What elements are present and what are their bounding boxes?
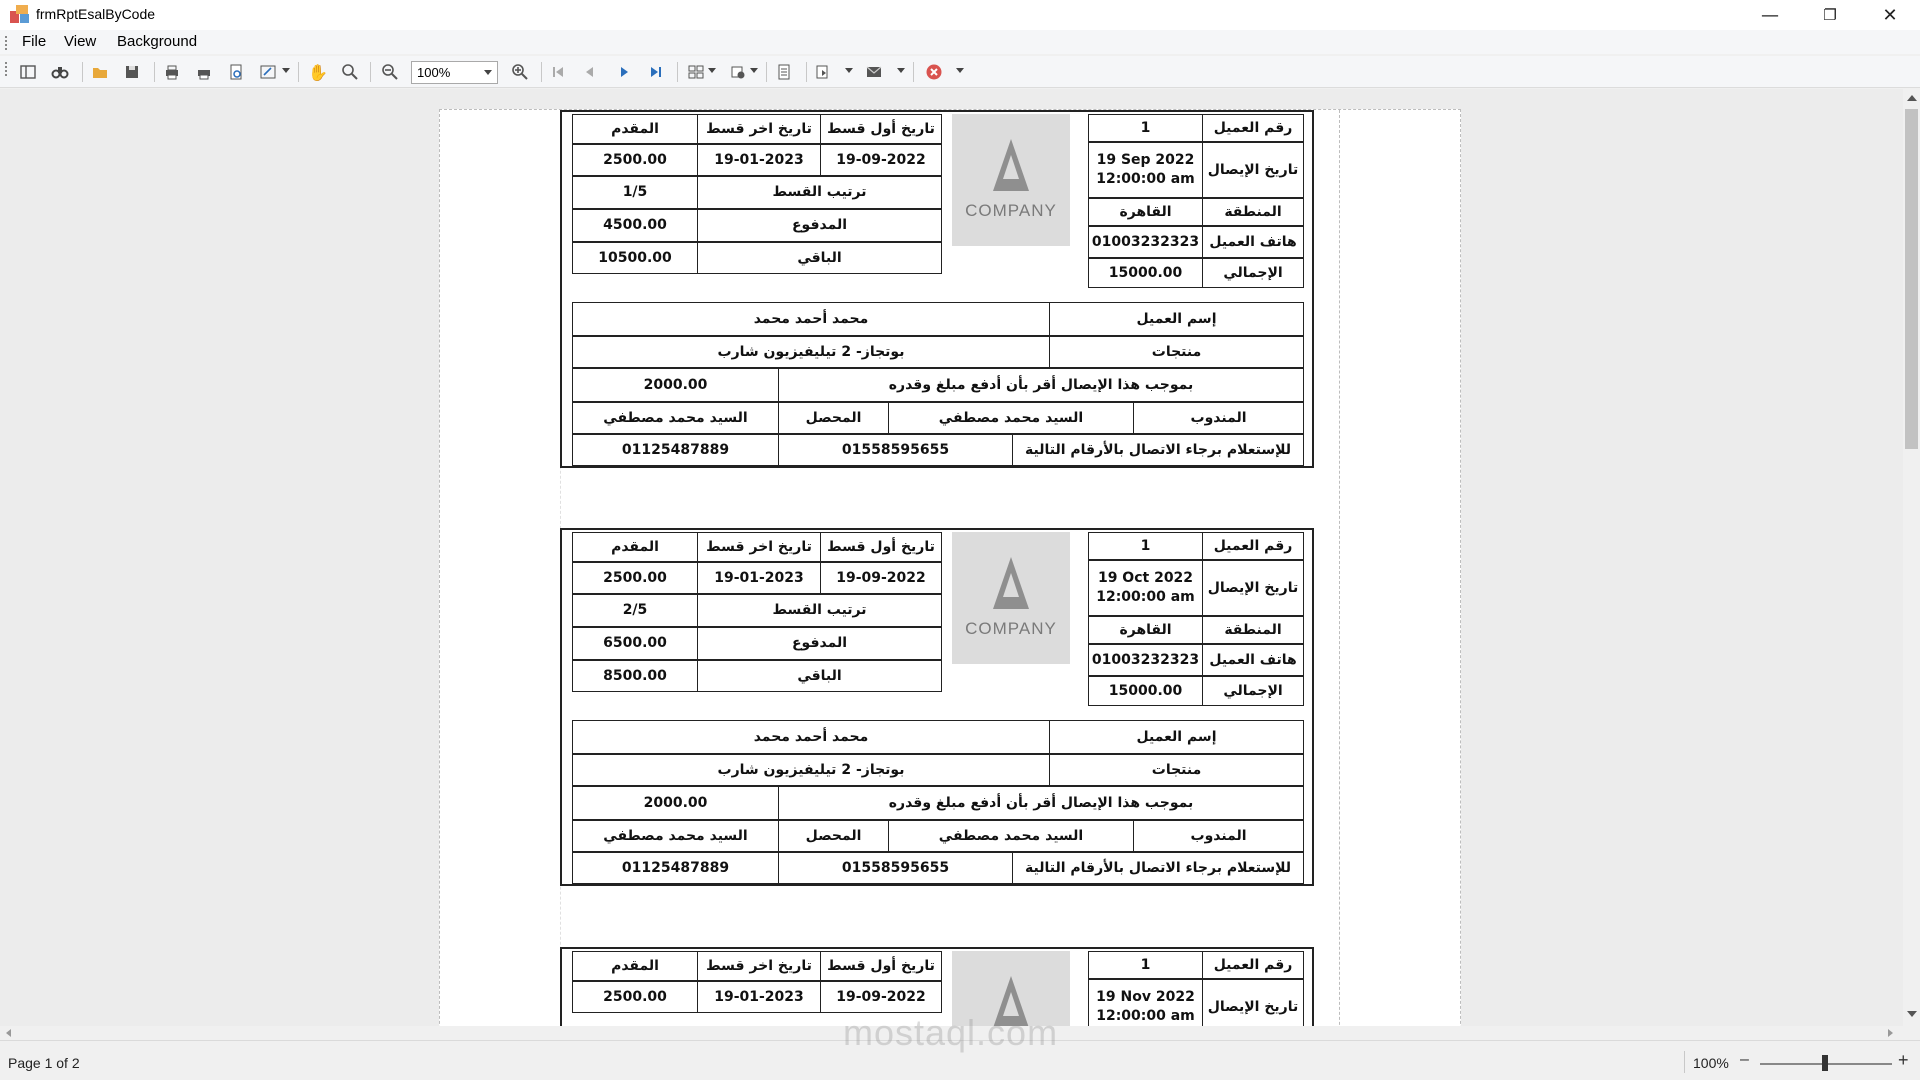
scale-icon[interactable]: [256, 61, 280, 83]
menu-background[interactable]: Background: [117, 33, 198, 50]
client-no-value: 1: [1088, 532, 1203, 560]
export-icon[interactable]: [810, 61, 834, 83]
vertical-scroll-thumb[interactable]: [1905, 109, 1918, 449]
products-label: منتجات: [1049, 754, 1304, 786]
inquiry-phone-1: 01558595655: [778, 852, 1013, 884]
down-payment-label: المقدم: [572, 951, 698, 981]
client-phone-label: هاتف العميل: [1202, 644, 1304, 676]
vertical-scrollbar[interactable]: [1903, 89, 1920, 1026]
first-installment-value: 19-09-2022: [820, 981, 942, 1013]
paid-value: 6500.00: [572, 627, 698, 660]
report-page: [439, 109, 1461, 1026]
installment-order-label: ترتيب القسط: [697, 594, 942, 627]
title-bar: [0, 0, 1920, 30]
client-no-label: رقم العميل: [1202, 951, 1304, 979]
amount-value: 2000.00: [572, 786, 779, 820]
client-no-value: 1: [1088, 114, 1203, 142]
down-payment-value: 2500.00: [572, 144, 698, 176]
document-map-icon[interactable]: [16, 61, 40, 83]
receipt-date-label: تاريخ الإيصال: [1202, 142, 1304, 198]
minimize-button[interactable]: —: [1761, 4, 1779, 26]
client-name-label: إسم العميل: [1049, 720, 1304, 754]
down-payment-value: 2500.00: [572, 562, 698, 594]
last-installment-label: تاريخ اخر قسط: [697, 114, 821, 144]
toolbar-grip: [5, 62, 8, 76]
receipt-date-line1: 19 Oct 2022: [1097, 570, 1194, 587]
client-no-value: 1: [1088, 951, 1203, 979]
remaining-value: 10500.00: [572, 242, 698, 274]
close-preview-icon[interactable]: [922, 61, 946, 83]
receipt-date-label: تاريخ الإيصال: [1202, 560, 1304, 616]
installment-order-value: 2/5: [572, 594, 698, 627]
installment-order-value: 1/5: [572, 176, 698, 209]
total-label: الإجمالي: [1202, 676, 1304, 706]
open-icon[interactable]: [88, 61, 112, 83]
zoom-out-icon[interactable]: [378, 61, 402, 83]
print-icon[interactable]: [160, 61, 184, 83]
zoom-slider-thumb[interactable]: [1822, 1055, 1828, 1071]
next-page-icon[interactable]: [612, 61, 636, 83]
company-logo-text: COMPANY: [965, 619, 1057, 638]
receipt-1: [560, 110, 1314, 468]
client-phone-label: هاتف العميل: [1202, 226, 1304, 258]
paid-label: المدفوع: [697, 209, 942, 242]
page-setup-icon[interactable]: [224, 61, 248, 83]
remaining-value: 8500.00: [572, 660, 698, 692]
inquiry-phone-1: 01558595655: [778, 434, 1013, 466]
total-label: الإجمالي: [1202, 258, 1304, 288]
restore-button[interactable]: ❐: [1823, 6, 1837, 24]
remaining-label: الباقي: [697, 242, 942, 274]
receipt-date-label: تاريخ الإيصال: [1202, 979, 1304, 1026]
company-logo-text: COMPANY: [965, 201, 1057, 220]
last-installment-value: 19-01-2023: [697, 144, 821, 176]
company-logo: [952, 114, 1070, 246]
report-viewer[interactable]: [0, 89, 1903, 1026]
receipt-2: [560, 528, 1314, 886]
zoom-combo[interactable]: [411, 61, 498, 84]
email-icon[interactable]: [862, 61, 886, 83]
first-installment-label: تاريخ أول قسط: [820, 532, 942, 562]
app-icon: [10, 5, 30, 25]
area-label: المنطقة: [1202, 198, 1304, 226]
receipt-date-value: [1088, 979, 1203, 1026]
paid-value: 4500.00: [572, 209, 698, 242]
collector-value: السيد محمد مصطفي: [572, 820, 779, 852]
watermark-icon[interactable]: [772, 61, 796, 83]
last-installment-label: تاريخ اخر قسط: [697, 951, 821, 981]
representative-value: السيد محمد مصطفي: [888, 820, 1134, 852]
products-value: بوتجاز- 2 تيليفيزيون شارب: [572, 336, 1050, 368]
client-name-value: محمد أحمد محمد: [572, 302, 1050, 336]
products-label: منتجات: [1049, 336, 1304, 368]
inquiry-label: للإستعلام برجاء الاتصال بالأرقام التالية: [1012, 852, 1304, 884]
down-payment-label: المقدم: [572, 532, 698, 562]
receipt-date-line1: 19 Nov 2022: [1096, 989, 1195, 1006]
receipt-date-value: [1088, 142, 1203, 198]
receipt-date-line1: 19 Sep 2022: [1096, 152, 1195, 169]
paid-label: المدفوع: [697, 627, 942, 660]
menu-bar: [0, 30, 1920, 54]
collector-label: المحصل: [778, 820, 889, 852]
client-name-value: محمد أحمد محمد: [572, 720, 1050, 754]
inquiry-label: للإستعلام برجاء الاتصال بالأرقام التالية: [1012, 434, 1304, 466]
client-name-label: إسم العميل: [1049, 302, 1304, 336]
products-value: بوتجاز- 2 تيليفيزيون شارب: [572, 754, 1050, 786]
window-title: frmRptEsalByCode: [36, 6, 156, 22]
first-installment-label: تاريخ أول قسط: [820, 951, 942, 981]
down-payment-label: المقدم: [572, 114, 698, 144]
scroll-down-icon[interactable]: [1907, 1011, 1917, 1017]
last-page-icon[interactable]: [644, 61, 668, 83]
scroll-up-icon[interactable]: [1907, 95, 1917, 101]
last-installment-label: تاريخ اخر قسط: [697, 532, 821, 562]
last-installment-value: 19-01-2023: [697, 562, 821, 594]
collector-label: المحصل: [778, 402, 889, 434]
inquiry-phone-2: 01125487889: [572, 852, 779, 884]
color-icon[interactable]: [726, 61, 750, 83]
collector-value: السيد محمد مصطفي: [572, 402, 779, 434]
zoom-minus-icon[interactable]: –: [1740, 1051, 1749, 1068]
receipt-date-line2: 12:00:00 am: [1096, 1008, 1195, 1024]
status-zoom-label: 100%: [1693, 1055, 1729, 1071]
first-installment-value: 19-09-2022: [820, 144, 942, 176]
company-logo: [952, 532, 1070, 664]
menu-grip: [5, 36, 8, 50]
menu-file[interactable]: File: [22, 33, 47, 50]
previous-page-icon[interactable]: [578, 61, 602, 83]
representative-label: المندوب: [1133, 402, 1304, 434]
first-installment-value: 19-09-2022: [820, 562, 942, 594]
area-label: المنطقة: [1202, 616, 1304, 644]
receipt-date-value: [1088, 560, 1203, 616]
page-indicator: Page 1 of 2: [8, 1055, 80, 1071]
zoom-plus-icon[interactable]: +: [1898, 1050, 1909, 1070]
representative-value: السيد محمد مصطفي: [888, 402, 1134, 434]
toolbar: [0, 56, 1920, 88]
down-payment-value: 2500.00: [572, 981, 698, 1013]
first-installment-label: تاريخ أول قسط: [820, 114, 942, 144]
close-button[interactable]: ✕: [1882, 4, 1898, 26]
scroll-right-icon[interactable]: [1888, 1029, 1893, 1037]
client-phone-value: 01003232323: [1088, 226, 1203, 258]
pledge-label: بموجب هذا الإيصال أقر بأن أدفع مبلغ وقدره: [778, 786, 1304, 820]
first-page-icon[interactable]: [546, 61, 570, 83]
amount-value: 2000.00: [572, 368, 779, 402]
search-icon[interactable]: [48, 61, 72, 83]
multiple-pages-icon[interactable]: [684, 61, 708, 83]
area-value: القاهرة: [1088, 616, 1203, 644]
installment-order-label: ترتيب القسط: [697, 176, 942, 209]
watermark: mostaql.com: [843, 1012, 1059, 1053]
receipt-date-line2: 12:00:00 am: [1096, 171, 1195, 187]
client-no-label: رقم العميل: [1202, 532, 1304, 560]
client-phone-value: 01003232323: [1088, 644, 1203, 676]
receipt-date-line2: 12:00:00 am: [1096, 589, 1195, 605]
last-installment-value: 19-01-2023: [697, 981, 821, 1013]
inquiry-phone-2: 01125487889: [572, 434, 779, 466]
zoom-combo-value: 100%: [417, 65, 451, 80]
menu-view[interactable]: View: [64, 33, 97, 50]
zoom-in-icon[interactable]: [508, 61, 532, 83]
quick-print-icon[interactable]: [192, 61, 216, 83]
total-value: 15000.00: [1088, 676, 1203, 706]
representative-label: المندوب: [1133, 820, 1304, 852]
pledge-label: بموجب هذا الإيصال أقر بأن أدفع مبلغ وقدره: [778, 368, 1304, 402]
remaining-label: الباقي: [697, 660, 942, 692]
scroll-left-icon[interactable]: [6, 1029, 11, 1037]
total-value: 15000.00: [1088, 258, 1203, 288]
client-no-label: رقم العميل: [1202, 114, 1304, 142]
magnifier-icon[interactable]: [338, 61, 362, 83]
area-value: القاهرة: [1088, 198, 1203, 226]
hand-tool-icon[interactable]: ✋: [308, 62, 328, 82]
save-icon[interactable]: [120, 61, 144, 83]
